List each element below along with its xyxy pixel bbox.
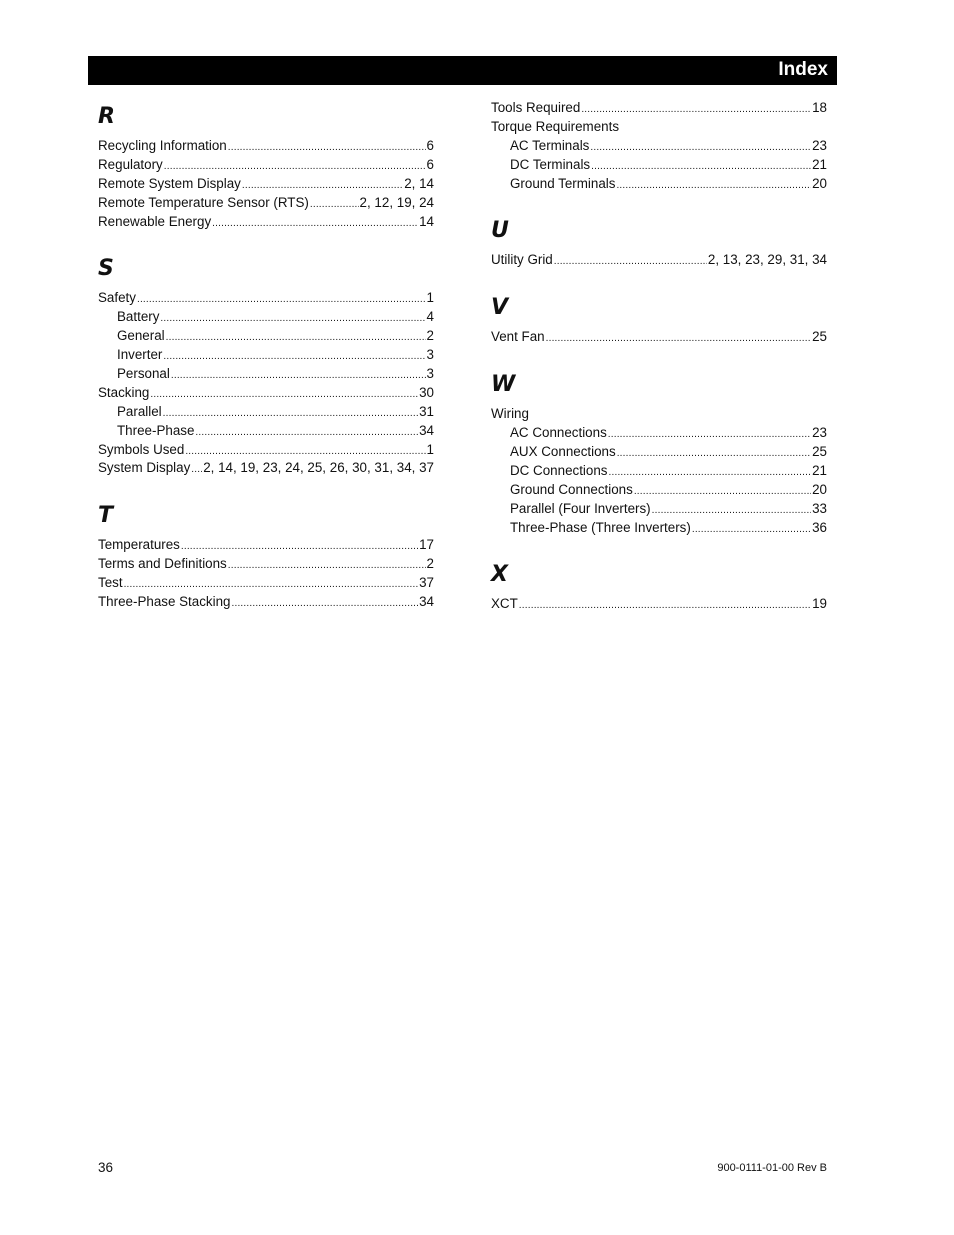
index-entry bbox=[491, 405, 827, 424]
entry-term: Renewable Energy bbox=[98, 213, 212, 229]
dot-leader bbox=[692, 521, 811, 540]
index-subentry bbox=[491, 481, 827, 500]
entry-pages: 2, 13, 23, 29, 31, 34 bbox=[707, 252, 827, 268]
entry-term: Utility Grid bbox=[491, 252, 553, 268]
entry-pages: 4 bbox=[426, 309, 434, 325]
entry-term: Ground Connections bbox=[510, 481, 633, 497]
entry-pages: 30 bbox=[419, 384, 434, 400]
entry-pages: 34 bbox=[419, 594, 434, 610]
dot-leader bbox=[163, 348, 425, 367]
dot-leader bbox=[195, 424, 418, 443]
index-entry bbox=[98, 213, 434, 232]
dot-leader bbox=[232, 595, 419, 614]
entry-pages: 36 bbox=[812, 519, 827, 535]
index-subentry bbox=[491, 175, 827, 194]
index-entry bbox=[98, 574, 434, 593]
index-subentry bbox=[98, 308, 434, 327]
section-gap bbox=[491, 537, 827, 561]
index-subentry bbox=[491, 137, 827, 156]
entry-term: Recycling Information bbox=[98, 138, 227, 153]
entry-pages: 21 bbox=[812, 156, 827, 172]
entry-pages: 19 bbox=[812, 596, 827, 612]
entry-term: Temperatures bbox=[98, 537, 180, 553]
index-subentry bbox=[98, 403, 434, 422]
page-title: Index bbox=[778, 59, 828, 80]
section-letter-t: T bbox=[98, 503, 114, 529]
index-entry bbox=[98, 156, 434, 175]
dot-leader bbox=[212, 215, 418, 234]
entry-term: XCT bbox=[491, 596, 518, 612]
entry-term: Regulatory bbox=[98, 156, 163, 172]
dot-leader bbox=[150, 386, 418, 405]
index-entry bbox=[98, 536, 434, 555]
dot-leader bbox=[519, 597, 811, 616]
section-letter-w: W bbox=[491, 372, 516, 398]
dot-leader bbox=[609, 464, 812, 483]
entry-term: Inverter bbox=[117, 347, 163, 363]
entry-term: System Display bbox=[98, 460, 191, 476]
entry-term: Parallel (Four Inverters) bbox=[510, 500, 651, 516]
header-bar bbox=[88, 56, 837, 85]
dot-leader bbox=[160, 310, 425, 329]
index-entry bbox=[98, 137, 434, 156]
entry-term: Test bbox=[98, 575, 123, 591]
dot-leader bbox=[171, 367, 426, 386]
section-letter-v: V bbox=[491, 295, 509, 321]
index-subentry bbox=[491, 443, 827, 462]
entry-pages: 6 bbox=[426, 156, 434, 172]
index-column-left bbox=[98, 103, 434, 612]
entry-term: Vent Fan bbox=[491, 329, 545, 345]
page-number: 36 bbox=[98, 1160, 114, 1175]
dot-leader bbox=[137, 291, 426, 310]
entry-pages: 2, 14 bbox=[404, 175, 434, 191]
entry-term: DC Connections bbox=[510, 462, 608, 478]
index-subentry bbox=[98, 422, 434, 441]
dot-leader bbox=[166, 329, 426, 348]
index-entry bbox=[491, 251, 827, 270]
entry-pages: 2 bbox=[426, 556, 434, 572]
index-subentry bbox=[98, 327, 434, 346]
entry-pages: 20 bbox=[812, 175, 827, 191]
dot-leader bbox=[591, 158, 811, 177]
entry-term: Ground Terminals bbox=[510, 175, 616, 191]
dot-leader bbox=[310, 196, 359, 215]
index-subentry bbox=[491, 519, 827, 538]
index-entry bbox=[98, 441, 434, 460]
entry-term: Safety bbox=[98, 290, 136, 306]
entry-pages: 37 bbox=[419, 575, 434, 591]
entry-pages: 1 bbox=[426, 290, 434, 306]
entry-pages: 23 bbox=[812, 425, 827, 441]
section-gap bbox=[98, 478, 434, 502]
section-letter-s: S bbox=[98, 256, 114, 282]
index-subentry bbox=[98, 365, 434, 384]
section-gap bbox=[98, 231, 434, 255]
entry-term: Remote Temperature Sensor (RTS) bbox=[98, 194, 309, 210]
section-gap bbox=[491, 347, 827, 371]
index-column-right bbox=[491, 99, 827, 614]
dot-leader bbox=[616, 177, 811, 196]
entry-term: Terms and Definitions bbox=[98, 556, 227, 572]
entry-pages: 33 bbox=[812, 500, 827, 516]
entry-pages: 20 bbox=[812, 481, 827, 497]
index-entry bbox=[98, 555, 434, 574]
section-letter-x: X bbox=[491, 562, 508, 588]
entry-term: AC Terminals bbox=[510, 137, 590, 153]
dot-leader bbox=[163, 405, 418, 424]
dot-leader bbox=[608, 426, 811, 445]
entry-pages: 3 bbox=[426, 347, 434, 363]
section-gap bbox=[491, 270, 827, 294]
section-letter-r: R bbox=[98, 104, 115, 129]
entry-pages: 2, 14, 19, 23, 24, 25, 26, 30, 31, 34, 37 bbox=[203, 460, 434, 476]
entry-term: Wiring bbox=[491, 406, 529, 422]
index-subentry bbox=[491, 462, 827, 481]
entry-term: Battery bbox=[117, 309, 160, 325]
entry-pages: 21 bbox=[812, 462, 827, 478]
entry-pages: 2, 12, 19, 24 bbox=[359, 194, 434, 210]
index-entry bbox=[98, 384, 434, 403]
entry-pages: 23 bbox=[812, 137, 827, 153]
index-subentry bbox=[491, 424, 827, 443]
index-entry bbox=[491, 328, 827, 347]
entry-term: General bbox=[117, 328, 165, 344]
dot-leader bbox=[590, 139, 811, 158]
entry-pages: 3 bbox=[426, 366, 434, 382]
index-entry bbox=[98, 194, 434, 213]
dot-leader bbox=[634, 483, 811, 502]
entry-term: Torque Requirements bbox=[491, 118, 620, 134]
entry-term: AUX Connections bbox=[510, 444, 616, 460]
index-entry bbox=[98, 593, 434, 612]
index-subentry bbox=[491, 500, 827, 519]
entry-pages: 2 bbox=[426, 328, 434, 344]
index-entry bbox=[98, 289, 434, 308]
dot-leader bbox=[191, 461, 202, 480]
entry-term: Personal bbox=[117, 366, 170, 382]
entry-term: Three-Phase Stacking bbox=[98, 594, 231, 610]
entry-term: Remote System Display bbox=[98, 175, 241, 191]
index-entry bbox=[491, 595, 827, 614]
dot-leader bbox=[228, 557, 426, 576]
document-number: 900-0111-01-00 Rev B bbox=[717, 1162, 827, 1174]
entry-pages: 1 bbox=[426, 441, 434, 457]
entry-term: Tools Required bbox=[491, 100, 581, 115]
section-letter-u: U bbox=[491, 218, 509, 244]
index-entry bbox=[98, 459, 434, 478]
index-entry bbox=[491, 99, 827, 118]
entry-pages: 14 bbox=[419, 213, 434, 229]
section-gap bbox=[491, 193, 827, 217]
entry-pages: 6 bbox=[426, 138, 434, 153]
dot-leader bbox=[554, 253, 707, 272]
dot-leader bbox=[617, 445, 811, 464]
index-entry bbox=[491, 118, 827, 137]
dot-leader bbox=[546, 330, 811, 349]
dot-leader bbox=[228, 139, 426, 158]
entry-pages: 18 bbox=[812, 100, 827, 115]
entry-pages: 31 bbox=[419, 403, 434, 419]
entry-term: DC Terminals bbox=[510, 156, 591, 172]
index-subentry bbox=[98, 346, 434, 365]
entry-pages: 34 bbox=[419, 422, 434, 438]
entry-term: Symbols Used bbox=[98, 441, 185, 457]
index-subentry bbox=[491, 156, 827, 175]
index-entry bbox=[98, 175, 434, 194]
entry-pages: 25 bbox=[812, 444, 827, 460]
entry-term: Three-Phase bbox=[117, 422, 195, 438]
entry-term: Stacking bbox=[98, 384, 150, 400]
entry-term: AC Connections bbox=[510, 425, 607, 441]
entry-pages: 17 bbox=[419, 537, 434, 553]
entry-term: Parallel bbox=[117, 403, 162, 419]
entry-pages: 25 bbox=[812, 329, 827, 345]
entry-term: Three-Phase (Three Inverters) bbox=[510, 519, 691, 535]
